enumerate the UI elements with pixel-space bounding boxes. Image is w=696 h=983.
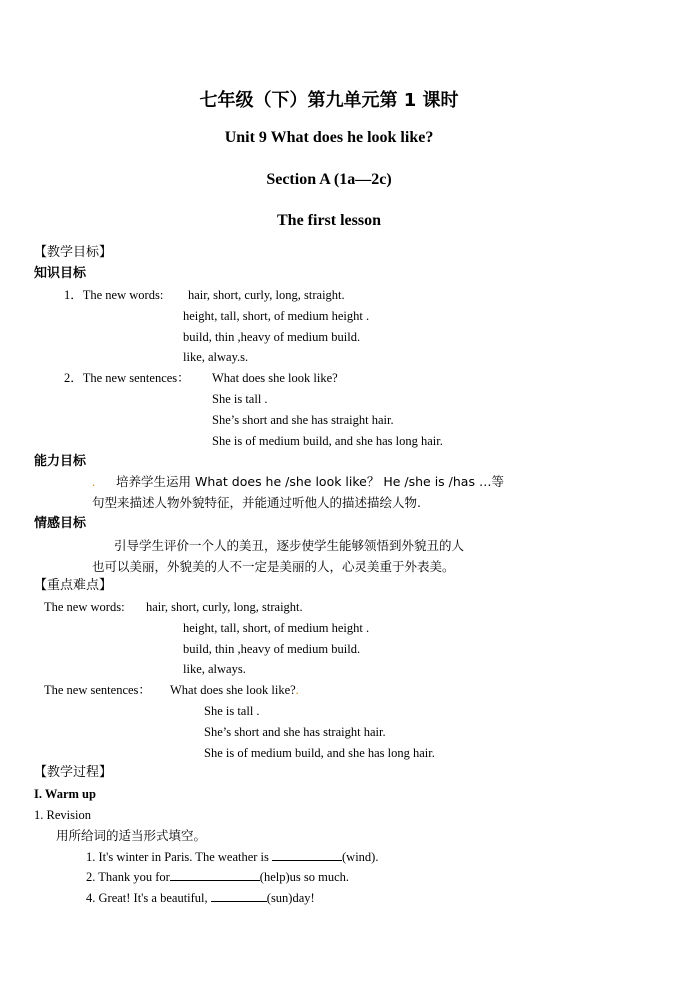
exercise-item (86, 849, 378, 865)
exercise-item (86, 869, 349, 885)
page-title: 七年级（下）第九单元第 1 课时 (199, 90, 459, 111)
sentence-line: She is tall . (212, 392, 268, 406)
section-title: Section A (1a—2c) (266, 171, 392, 188)
warmup-heading: I. Warm up (34, 787, 96, 801)
key-sentence-line: She is tall . (204, 704, 260, 718)
key-points-heading: 【重点难点】 (34, 578, 113, 593)
exercise-hint: (help)us so much. (259, 870, 350, 884)
words-line: like, alway.s. (183, 350, 249, 364)
exercise-text: 2. Thank you for (86, 870, 170, 884)
knowledge-heading: 知识目标 (34, 266, 87, 281)
objectives-heading: 【教学目标】 (34, 245, 113, 260)
unit-title: Unit 9 What does he look like? (224, 129, 434, 146)
sentence-line: She’s short and she has straight hair. (212, 413, 394, 427)
exercise-text: 4. Great! It's a beautiful, (86, 891, 211, 905)
answer-blank[interactable] (170, 869, 260, 881)
key-words-label: The new words: (44, 600, 125, 614)
emotion-line: 也可以美丽，外貌美的人不一定是美丽的人，心灵美重于外表美。 (92, 559, 455, 574)
emotion-line: 引导学生评价一个人的美丑，逐步使学生能够领悟到外貌丑的人 (114, 538, 465, 553)
ability-dot: . (92, 475, 96, 489)
answer-blank[interactable] (272, 849, 342, 861)
key-sentence-text: What does she look like? (170, 683, 296, 697)
ability-line: 培养学生运用 What does he /she look like？ He /she is /has …等 (116, 474, 504, 489)
sentence-line: What does she look like? (212, 371, 338, 385)
key-words-line: like, always. (183, 662, 246, 676)
key-sentence-line (170, 682, 299, 698)
words-line: hair, short, curly, long, straight. (188, 288, 345, 302)
exercise-instruction: 用所给词的适当形式填空。 (56, 828, 207, 843)
exercise-hint: (wind). (342, 850, 379, 864)
key-sentences-label: The new sentences： (44, 683, 151, 697)
sentences-label: 2．The new sentences： (64, 371, 190, 385)
emotion-heading: 情感目标 (34, 516, 87, 531)
exercise-item (86, 890, 315, 906)
revision-heading: 1. Revision (34, 808, 91, 822)
lesson-title: The first lesson (277, 212, 381, 229)
key-sentence-line: She’s short and she has straight hair. (204, 725, 386, 739)
exercise-hint: (sun)day! (266, 891, 315, 905)
words-line: height, tall, short, of medium height . (183, 309, 370, 323)
exercise-text: 1. It's winter in Paris. The weather is (86, 850, 273, 864)
ability-heading: 能力目标 (34, 454, 87, 469)
process-heading: 【教学过程】 (34, 765, 113, 780)
key-sentence-dot: . (295, 683, 299, 697)
key-words-line: height, tall, short, of medium height . (183, 621, 370, 635)
key-words-line: hair, short, curly, long, straight. (146, 600, 303, 614)
words-line: build, thin ,heavy of medium build. (183, 330, 361, 344)
words-label: 1．The new words: (64, 288, 164, 302)
ability-line: 句型来描述人物外貌特征，并能通过听他人的描述描绘人物. (92, 495, 421, 510)
key-words-line: build, thin ,heavy of medium build. (183, 642, 361, 656)
key-sentence-line: She is of medium build, and she has long hair. (204, 746, 435, 760)
sentence-line: She is of medium build, and she has long hair. (212, 434, 443, 448)
answer-blank[interactable] (211, 890, 267, 902)
